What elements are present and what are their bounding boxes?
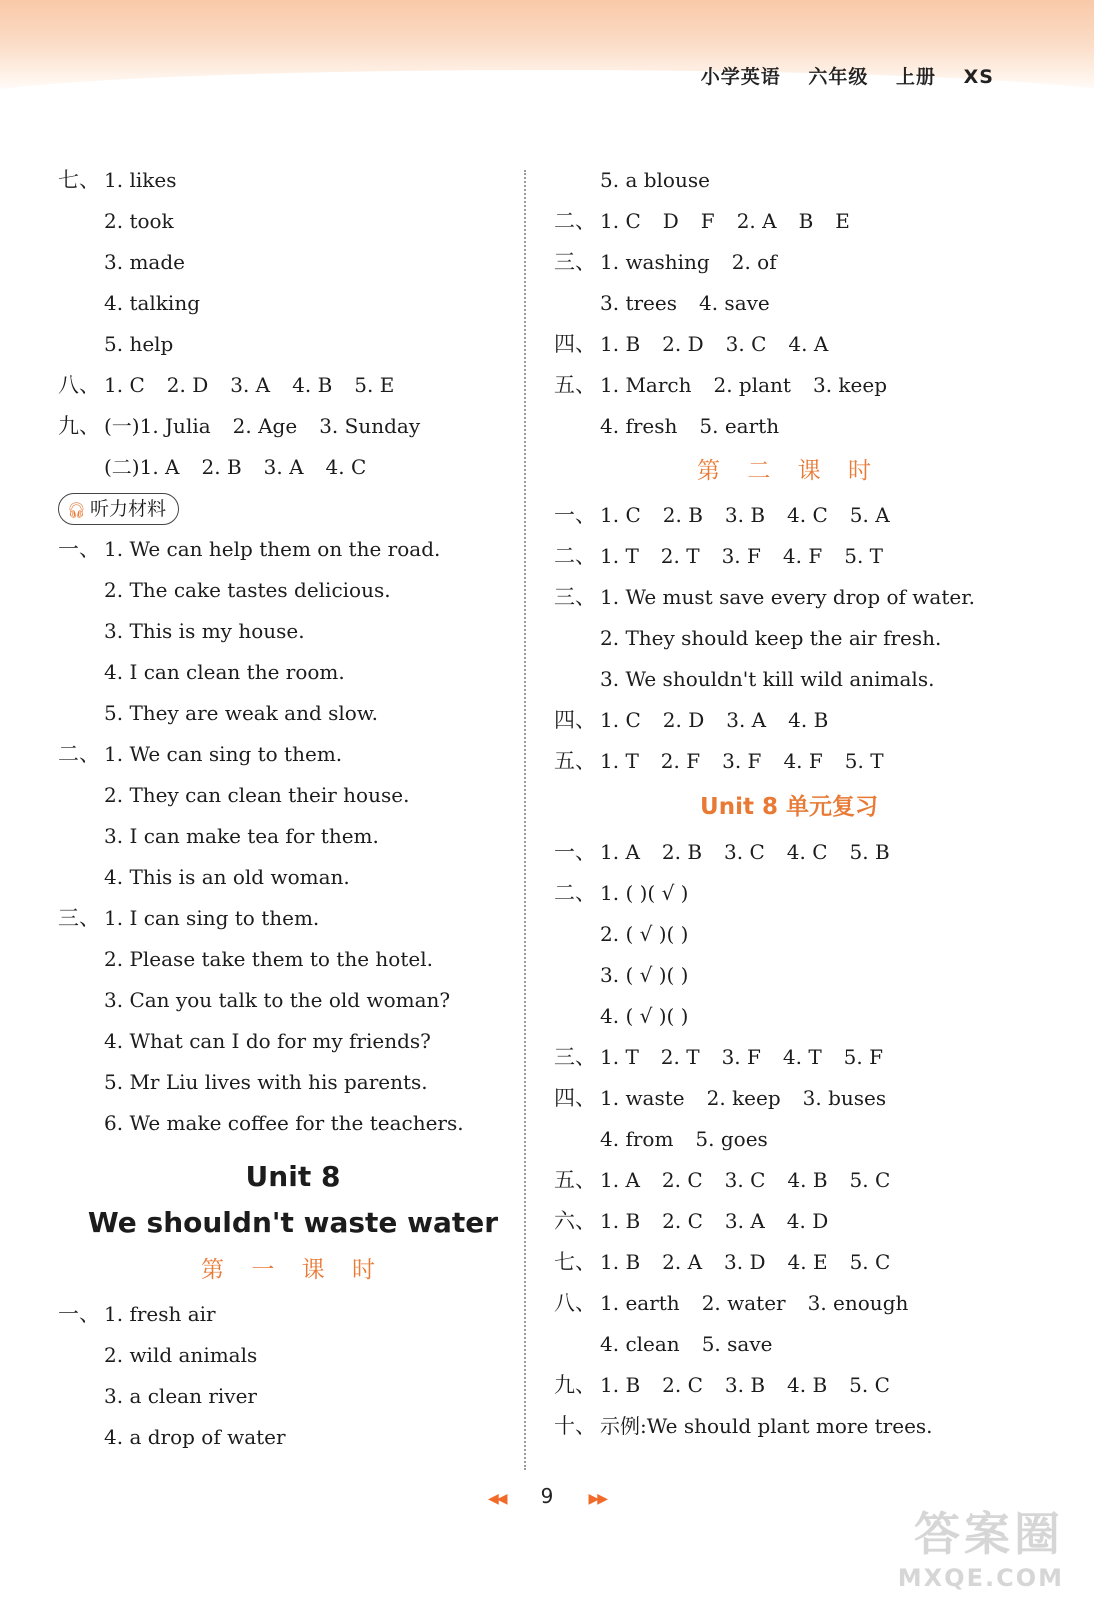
answer-line: 2. They should keep the air fresh. [600, 626, 942, 650]
watermark-logo-text: 答案圈 [914, 1507, 1064, 1561]
answer-line: 4. from 5. goes [600, 1127, 768, 1151]
answer-line: 4. talking [104, 291, 200, 315]
answer-line: 5. help [104, 332, 174, 356]
answer-line: 3. a clean river [104, 1384, 257, 1408]
book-title [701, 62, 994, 89]
answer-line: 2. The cake tastes delicious. [104, 578, 391, 602]
answer-line: 4. a drop of water [104, 1425, 286, 1449]
answer-line: 七、 1. B 2. A 3. D 4. E 5. C [554, 1250, 891, 1274]
answer-line: 3. ( √ )( ) [600, 963, 689, 987]
answer-line: 4. I can clean the room. [104, 660, 345, 684]
answer-line: 八、 1. earth 2. water 3. enough [554, 1291, 909, 1315]
answer-line: 6. We make coffee for the teachers. [104, 1111, 464, 1135]
answer-line: 4. clean 5. save [600, 1332, 773, 1356]
answer-line: 四、 1. waste 2. keep 3. buses [554, 1086, 887, 1110]
answer-line: 4. ( √ )( ) [600, 1004, 689, 1028]
answer-line: 3. We shouldn't kill wild animals. [600, 667, 935, 691]
unit-subtitle: We shouldn't waste water [87, 1206, 499, 1239]
headphones-icon: 🎧︎ [67, 501, 87, 519]
answer-line: 一、 1. We can help them on the road. [58, 537, 441, 561]
answer-line: 三、 1. We must save every drop of water. [554, 585, 975, 609]
watermark-url: MXQE.COM [897, 1564, 1064, 1592]
unit-review-heading: Unit 8 单元复习 [700, 794, 878, 820]
answer-line: 3. trees 4. save [600, 291, 770, 315]
answer-line: 三、 1. washing 2. of [554, 250, 777, 274]
answer-line: 5. a blouse [600, 168, 710, 192]
listening-badge: 🎧︎ 听力材料 [58, 493, 179, 525]
answer-line: 2. They can clean their house. [104, 783, 410, 807]
answer-line: 二、 1. We can sing to them. [58, 742, 343, 766]
answer-line: 一、 1. fresh air [58, 1302, 216, 1326]
answer-line: 3. This is my house. [104, 619, 305, 643]
answer-line: 七、 1. likes [58, 168, 177, 192]
subject-label: 小学英语 [700, 66, 781, 88]
left-column [58, 160, 528, 1458]
answer-line: 四、 1. B 2. D 3. C 4. A [554, 332, 829, 356]
answer-line: 5. They are weak and slow. [104, 701, 378, 725]
answer-line: 2. ( √ )( ) [600, 922, 689, 946]
answer-line: 九、 (一)1. Julia 2. Age 3. Sunday [58, 414, 421, 438]
answer-line: 3. Can you talk to the old woman? [104, 988, 451, 1012]
volume-label: 上册 [896, 66, 937, 88]
answer-line: 五、 1. T 2. F 3. F 4. F 5. T [554, 749, 884, 773]
grade-label: 六年级 [808, 66, 869, 88]
edition-label: XS [963, 66, 994, 88]
page-number: 9 [540, 1484, 554, 1508]
prev-page-arrows-icon: ◀◀ [487, 1491, 506, 1507]
listening-section-header [58, 488, 528, 529]
answer-line: 三、 1. I can sing to them. [58, 906, 320, 930]
answer-line: 十、 示例:We should plant more trees. [554, 1414, 933, 1438]
answer-line: 2. took [104, 209, 174, 233]
answer-line: (二)1. A 2. B 3. A 4. C [104, 455, 367, 479]
answer-line: 九、 1. B 2. C 3. B 4. B 5. C [554, 1373, 890, 1397]
answer-line: 2. Please take them to the hotel. [104, 947, 433, 971]
answer-line: 一、 1. C 2. B 3. B 4. C 5. A [554, 503, 890, 527]
right-column [554, 160, 1024, 1447]
answer-line: 3. I can make tea for them. [104, 824, 379, 848]
answer-line: 二、 1. C D F 2. A B E [554, 209, 850, 233]
answer-line: 二、 1. T 2. T 3. F 4. F 5. T [554, 544, 883, 568]
watermark [898, 1498, 1064, 1592]
unit-title: Unit 8 [245, 1160, 341, 1193]
answer-line: 4. What can I do for my friends? [104, 1029, 431, 1053]
answer-line: 四、 1. C 2. D 3. A 4. B [554, 708, 829, 732]
answer-line: 4. This is an old woman. [104, 865, 350, 889]
answer-line: 4. fresh 5. earth [600, 414, 780, 438]
lesson-heading: 第 一 课 时 [201, 1257, 385, 1283]
answer-line: 二、 1. ( )( √ ) [554, 881, 689, 905]
next-page-arrows-icon: ▶▶ [588, 1491, 606, 1507]
answer-line: 一、 1. A 2. B 3. C 4. C 5. B [554, 840, 890, 864]
answer-line: 八、 1. C 2. D 3. A 4. B 5. E [58, 373, 395, 397]
answer-line: 五、 1. A 2. C 3. C 4. B 5. C [554, 1168, 891, 1192]
answer-line: 3. made [104, 250, 185, 274]
answer-line: 2. wild animals [104, 1343, 258, 1367]
answer-line: 三、 1. T 2. T 3. F 4. T 5. F [554, 1045, 883, 1069]
answer-line: 五、 1. March 2. plant 3. keep [554, 373, 888, 397]
answer-line: 5. Mr Liu lives with his parents. [104, 1070, 428, 1094]
lesson-heading: 第 二 课 时 [697, 458, 881, 484]
answer-line: 六、 1. B 2. C 3. A 4. D [554, 1209, 829, 1233]
